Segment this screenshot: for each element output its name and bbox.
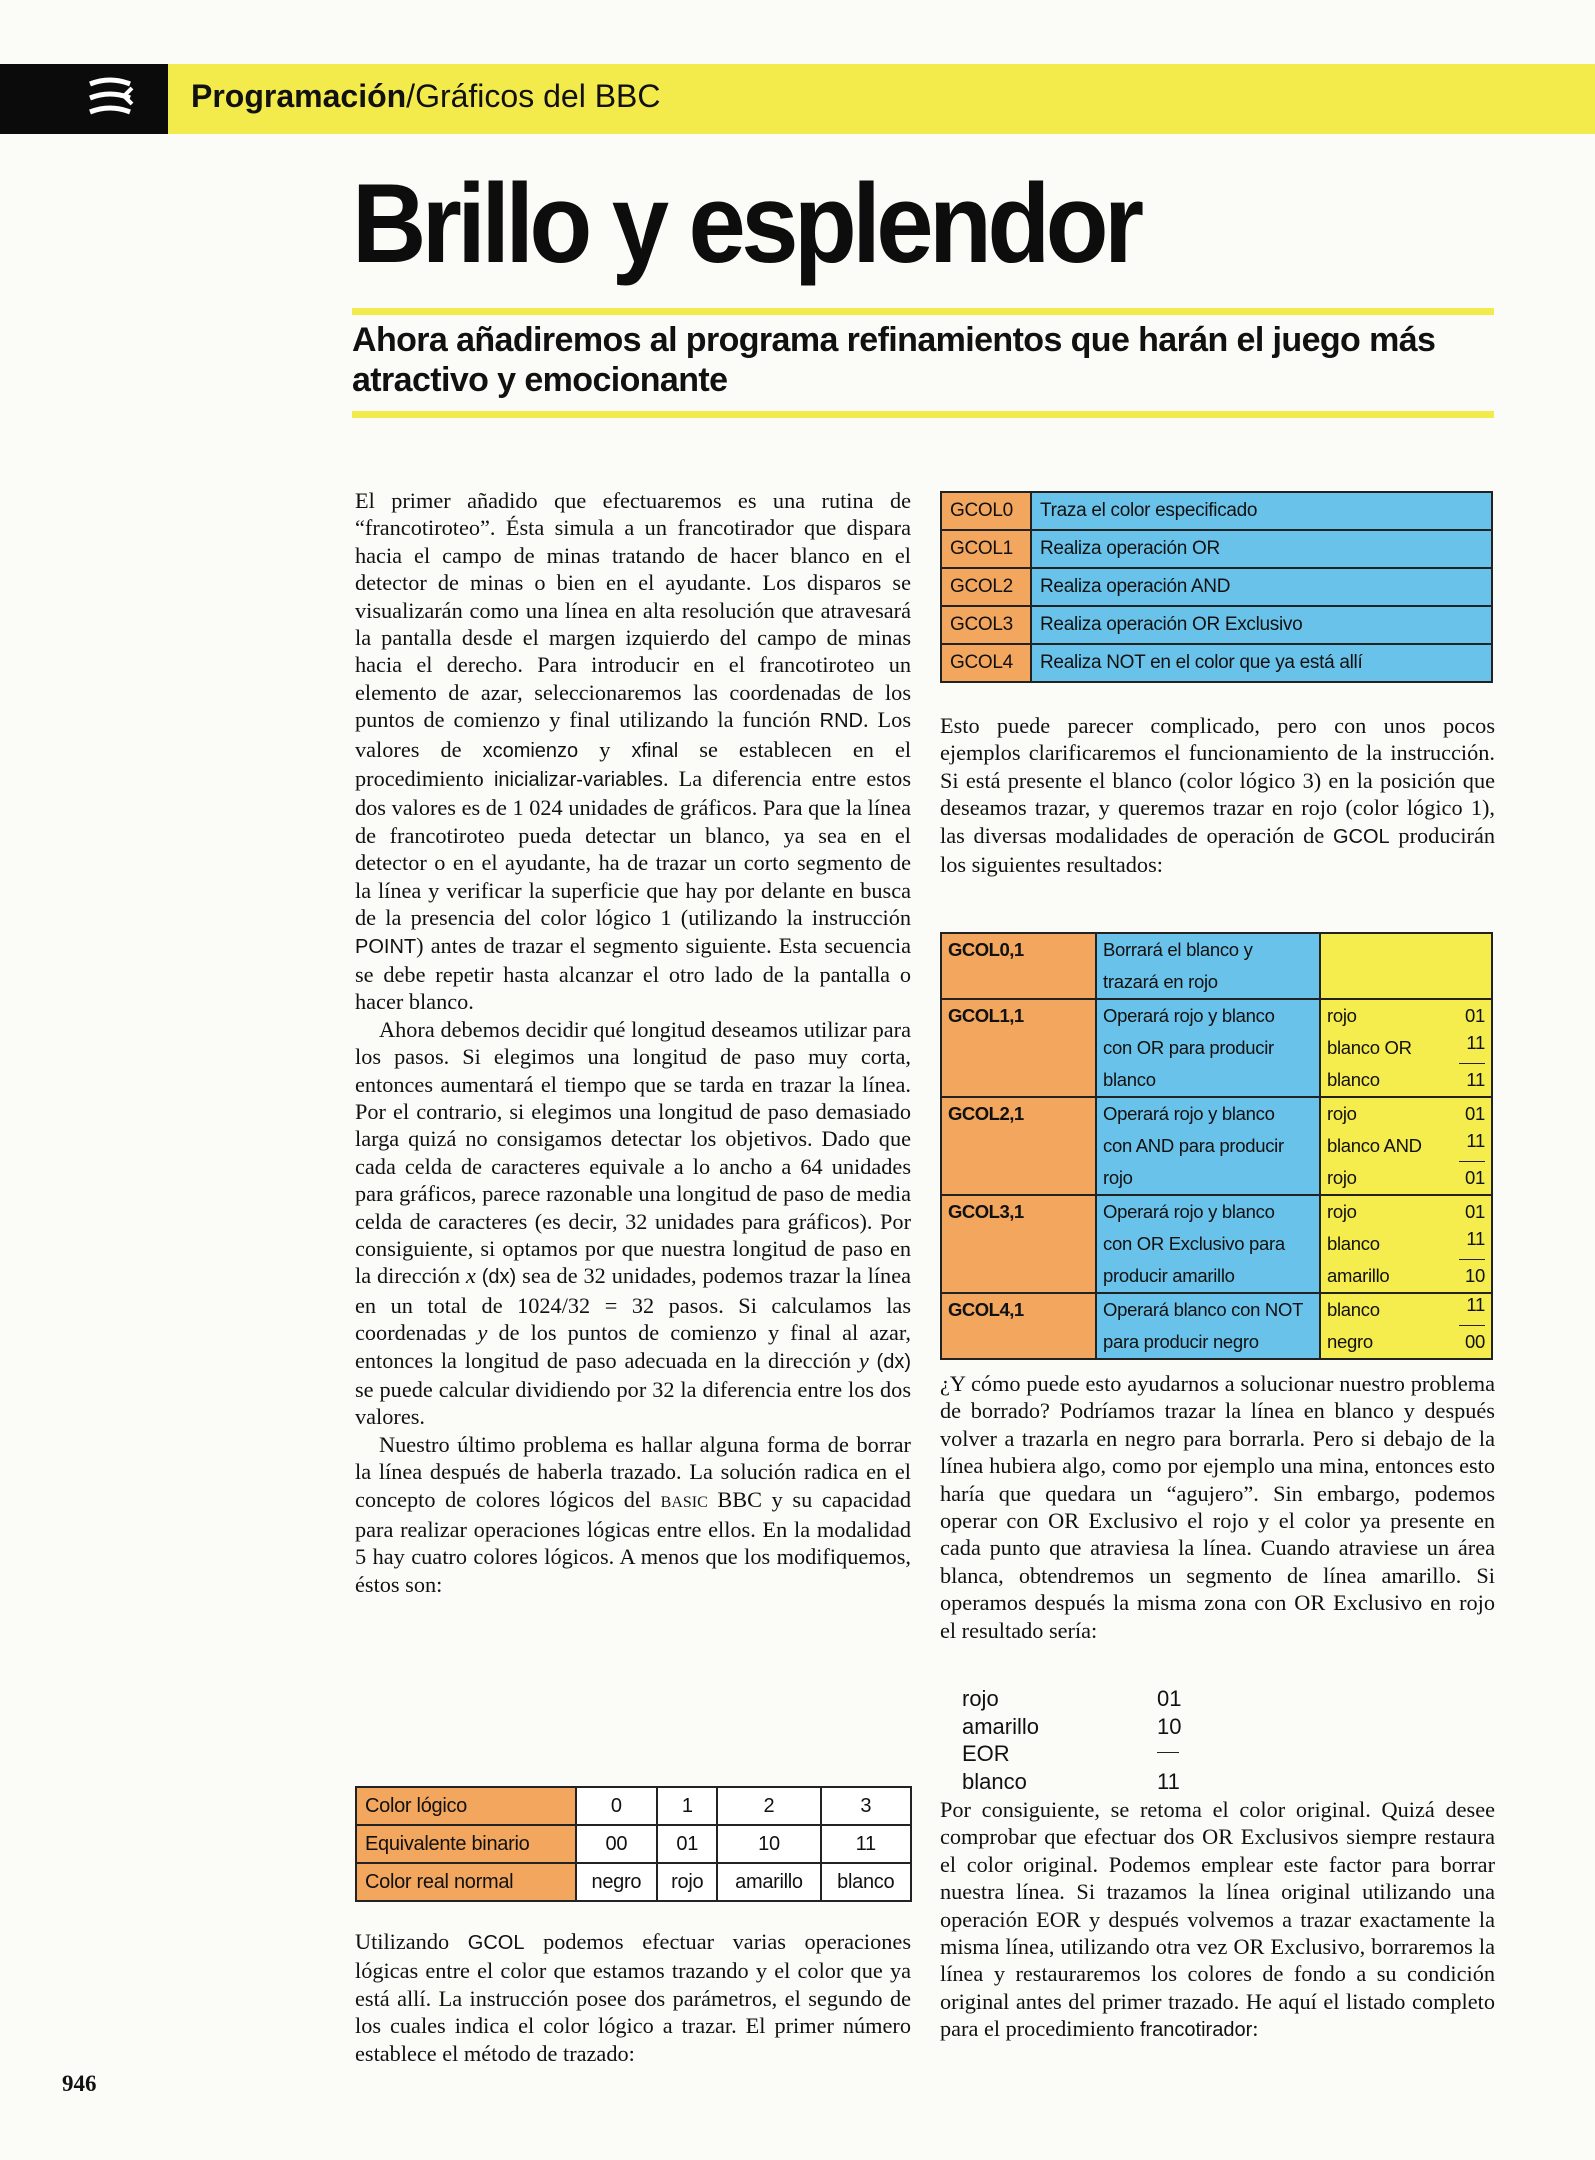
gcol-example-op: GCOL3,1 (941, 1195, 1096, 1293)
table-cell: 10 (717, 1825, 820, 1863)
gcol-op: GCOL1 (941, 530, 1031, 568)
section-header (168, 64, 1595, 134)
table-cell: 3 (821, 1787, 912, 1825)
table-row (941, 999, 1492, 1097)
gcol-example-desc: Operará blanco con NOT para producir negro (1096, 1293, 1320, 1359)
gcol-modes-table (940, 491, 1493, 683)
table-cell: 01 (657, 1825, 717, 1863)
paragraph: Nuestro último problema es hallar alguna forma de borrar la línea después de haberla trazado. La solución radica en el concepto de colores lógicos del BASIC BBC y su capacidad para realizar operaciones lógicas entre ellos. En la modalidad 5 hay cuatro colores lógicos. A menos que los modifiquemos, éstos son: (355, 1431, 911, 1597)
right-column-text-middle (940, 1370, 1495, 1644)
gcol-desc: Realiza operación OR Exclusivo (1031, 606, 1492, 644)
table-row (941, 606, 1492, 644)
article-subtitle: Ahora añadiremos al programa refinamientos que harán el juego más atractivo y emocionante (352, 321, 1436, 399)
title-rule-top (352, 308, 1494, 315)
gcol-example-result (1320, 933, 1492, 999)
gcol-example-desc: Operará rojo y blanco con OR Exclusivo para producir amarillo (1096, 1195, 1320, 1293)
table-row (356, 1863, 911, 1901)
left-column-text (355, 487, 911, 1598)
gcol-example-desc: Operará rojo y blanco con OR para producir blanco (1096, 999, 1320, 1097)
article-title: Brillo y esplendor (352, 161, 1140, 286)
table-cell: amarillo (717, 1863, 820, 1901)
gcol-example-result: rojo 01 blanco AND 11 rojo 01 (1320, 1097, 1492, 1195)
table-cell: rojo (657, 1863, 717, 1901)
gcol-op: GCOL2 (941, 568, 1031, 606)
paragraph: Ahora debemos decidir qué longitud deseamos utilizar para los pasos. Si elegimos una longitud de paso muy corta, entonces aumentará el tiempo que se tarda en trazar la línea. Por el contrario, si elegimos una longitud de paso demasiado larga quizá no consigamos detectar los objetivos. Dado que cada celda de caracteres equivale a lo ancho a 64 unidades para gráficos, parece razonable una longitud de paso de media celda de caracteres (es decir, 32 unidades para gráficos). Por consiguiente, si optamos por que nuestra longitud de paso en la dirección x (dx) sea de 32 unidades, podemos trazar la línea en un total de 1024/32 = 32 pasos. Si calculamos las coordenadas y de los puntos de comienzo y final al azar, entonces la longitud de paso adecuada en la dirección y (dx) se puede calcular dividiendo por 32 la diferencia entre los dos valores. (355, 1016, 912, 1430)
table-row (941, 530, 1492, 568)
row-header: Equivalente binario (356, 1825, 576, 1863)
gcol-example-op: GCOL0,1 (941, 933, 1096, 999)
gcol-example-op: GCOL1,1 (941, 999, 1096, 1097)
left-column-text-bottom (355, 1928, 911, 2067)
eor-row: EOR (962, 1740, 1242, 1768)
signal-waves-icon (84, 74, 140, 124)
gcol-examples-table (940, 932, 1493, 1360)
gcol-op: GCOL3 (941, 606, 1031, 644)
logical-color-table (355, 1786, 912, 1902)
gcol-desc: Realiza NOT en el color que ya está allí (1031, 644, 1492, 682)
paragraph: Esto puede parecer complicado, pero con unos pocos ejemplos clarificaremos el funcionamiento de la instrucción. Si está presente el blanco (color lógico 3) en la posición que deseamos trazar, y queremos trazar en rojo (color lógico 1), las diversas modalidades de operación de GCOL producirán los siguientes resultados: (940, 713, 1496, 878)
table-cell: 00 (576, 1825, 657, 1863)
table-row (941, 1293, 1492, 1359)
table-cell: negro (576, 1863, 657, 1901)
paragraph: ¿Y cómo puede esto ayudarnos a solucionar nuestro problema de borrado? Podríamos trazar la línea en blanco y después volver a trazarla en negro para borrarla. Pero si debajo de la línea hubiera algo, como por ejemplo una mina, entonces esto haría que quedara un “agujero”. Sin embargo, podemos operar con OR Exclusivo el rojo y el color ya presente en cada punto que atraviesa la línea. Cuando atraviese un área blanca, obtendremos un segmento de línea amarillo. Si operamos después la misma zona con OR Exclusivo en rojo el resultado sería: (940, 1371, 1495, 1643)
sum-line (1157, 1752, 1179, 1753)
table-row (941, 1195, 1492, 1293)
gcol-desc: Traza el color especificado (1031, 492, 1492, 530)
right-column-text-bottom (940, 1796, 1495, 2045)
title-rule-bottom (352, 411, 1494, 418)
table-row (941, 933, 1492, 999)
table-cell: 0 (576, 1787, 657, 1825)
gcol-desc: Realiza operación OR (1031, 530, 1492, 568)
gcol-example-result: rojo 01 blanco 11 amarillo 10 (1320, 1195, 1492, 1293)
eor-calculation (962, 1685, 1242, 1795)
row-header: Color lógico (356, 1787, 576, 1825)
gcol-example-op: GCOL2,1 (941, 1097, 1096, 1195)
eor-row: amarillo 10 (962, 1713, 1182, 1739)
table-row (941, 644, 1492, 682)
table-cell: 11 (821, 1825, 912, 1863)
gcol-op: GCOL0 (941, 492, 1031, 530)
table-cell: 2 (717, 1787, 820, 1825)
gcol-example-desc: Borrará el blanco y trazará en rojo (1096, 933, 1320, 999)
section-title: Programación/Gráficos del BBC (191, 78, 661, 114)
gcol-example-op: GCOL4,1 (941, 1293, 1096, 1359)
page-number: 946 (62, 2071, 97, 2096)
paragraph: Por consiguiente, se retoma el color original. Quizá desee comprobar que efectuar dos OR Exclusivos siempre restaura el color original. Podemos emplear este factor para borrar nuestra línea. Si trazamos la línea original utilizando una operación EOR y después volvemos a trazar exactamente la misma línea, utilizando otra vez OR Exclusivo, borraremos la línea y restauraremos los colores de fondo a su condición original antes del primer trazado. He aquí el listado completo para el procedimiento francotirador: (940, 1797, 1495, 2042)
gcol-example-result: blanco 11 negro 00 (1320, 1293, 1492, 1359)
right-column-text (940, 712, 1495, 878)
gcol-desc: Realiza operación AND (1031, 568, 1492, 606)
table-row (356, 1825, 911, 1863)
paragraph: Utilizando GCOL podemos efectuar varias operaciones lógicas entre el color que estamos trazando y el color que ya está allí. La instrucción posee dos parámetros, el segundo de los cuales indica el color lógico a trazar. El primer número establece el método de trazado: (355, 1929, 911, 2066)
table-row (941, 568, 1492, 606)
section-logo (0, 64, 168, 134)
table-row (941, 1097, 1492, 1195)
table-row (356, 1787, 911, 1825)
table-cell: 1 (657, 1787, 717, 1825)
table-row (941, 492, 1492, 530)
gcol-op: GCOL4 (941, 644, 1031, 682)
eor-row: rojo 01 (962, 1686, 1182, 1711)
row-header: Color real normal (356, 1863, 576, 1901)
gcol-example-result: rojo 01 blanco OR 11 blanco 11 (1320, 999, 1492, 1097)
table-cell: blanco (821, 1863, 912, 1901)
eor-row: blanco 11 (962, 1768, 1180, 1794)
gcol-example-desc: Operará rojo y blanco con AND para producir rojo (1096, 1097, 1320, 1195)
paragraph: El primer añadido que efectuaremos es una rutina de “francotiroteo”. Ésta simula a un francotirador que dispara hacia el campo de minas tratando de hacer blanco en el detector de minas o bien en el ayudante. Los disparos se visualizarán como una línea en alta resolución que atravesará la pantalla desde el margen izquierdo del campo de minas hacia el derecho. Para introducir en el francotiroteo un elemento de azar, seleccionaremos las coordenadas de los puntos de comienzo y final utilizando la función RND. Los valores de xcomienzo y xfinal se establecen en el procedimiento inicializar-variables. La diferencia entre estos dos valores es de 1 024 unidades de gráficos. Para que la línea de francotiroteo pueda detectar un blanco, ya sea en el detector o en el ayudante, ha de trazar un corto segmento de la línea y verificar la superficie que hay por delante en busca de la presencia del color lógico 1 (utilizando la instrucción POINT) antes de trazar el segmento siguiente. Esta secuencia se debe repetir hasta alcanzar el otro lado de la pantalla o hacer blanco. (355, 488, 912, 1015)
